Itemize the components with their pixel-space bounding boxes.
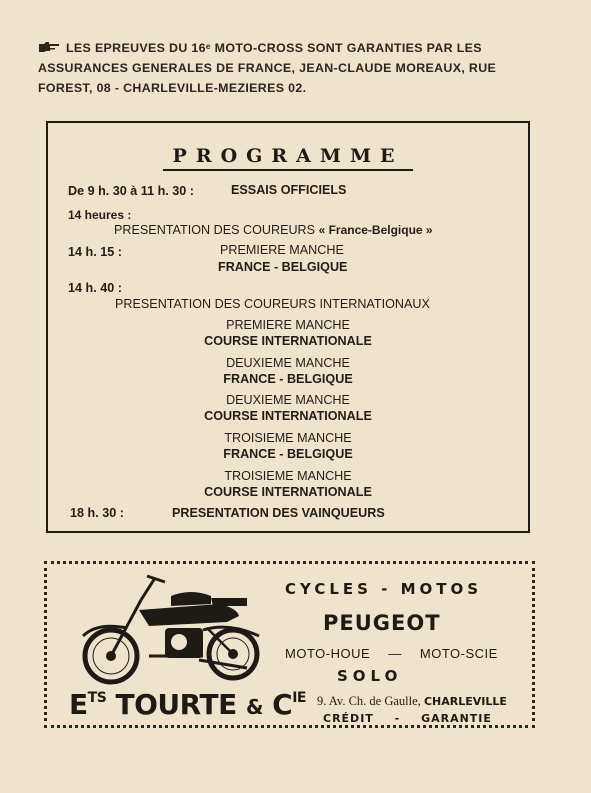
event-label: DEUXIEME MANCHE	[226, 356, 350, 370]
event-label: DEUXIEME MANCHE	[226, 393, 350, 407]
moped-illustration	[79, 570, 269, 690]
ad-brand: PEUGEOT	[323, 611, 441, 635]
event-label: PRESENTATION DES COUREURS INTERNATIONAUX	[115, 297, 430, 311]
event-sub-label: FRANCE - BELGIQUE	[218, 260, 348, 274]
ad-product-solo: SOLO	[337, 667, 403, 685]
ad-separator: —	[388, 646, 402, 661]
time-label: 14 heures :	[68, 208, 132, 222]
event-label: PREMIERE MANCHE	[220, 243, 344, 257]
event-sub-label: COURSE INTERNATIONALE	[204, 409, 372, 423]
ad-products	[285, 646, 498, 661]
intro-notice	[38, 38, 538, 98]
intro-line-1: LES EPREUVES DU 16ᵉ MOTO-CROSS SONT GARANTIES PAR LES	[38, 38, 538, 58]
ad-heading: CYCLES - MOTOS	[285, 580, 483, 598]
event-label: TROISIEME MANCHE	[224, 431, 352, 445]
programme-box	[46, 121, 530, 533]
ad-address: 9. Av. Ch. de Gaulle, CHARLEVILLE	[317, 694, 507, 708]
event-label: PRESENTATION DES COUREURS « France-Belgique »	[114, 223, 433, 237]
event-sub-label: COURSE INTERNATIONALE	[204, 334, 372, 348]
time-label: 14 h. 40 :	[68, 281, 122, 295]
programme-title-rule	[163, 169, 413, 171]
time-label: 18 h. 30 :	[70, 506, 124, 520]
event-sub-label: COURSE INTERNATIONALE	[204, 485, 372, 499]
event-sub-label: FRANCE - BELGIQUE	[223, 447, 353, 461]
programme-title: PROGRAMME	[172, 145, 404, 167]
event-sub-label: FRANCE - BELGIQUE	[223, 372, 353, 386]
pointing-hand-icon	[38, 41, 60, 53]
ad-credit-line: CRÉDIT - GARANTIE	[323, 712, 492, 725]
time-label: 14 h. 15 :	[68, 245, 122, 259]
time-label: De 9 h. 30 à 11 h. 30 :	[68, 184, 195, 198]
event-label: PREMIERE MANCHE	[226, 318, 350, 332]
event-label: PRESENTATION DES VAINQUEURS	[172, 506, 385, 520]
event-label: ESSAIS OFFICIELS	[231, 183, 347, 197]
intro-line-3: FOREST, 08 - CHARLEVILLE-MEZIERES 02.	[38, 81, 307, 95]
advertisement	[44, 561, 535, 728]
event-label: TROISIEME MANCHE	[224, 469, 352, 483]
ad-product: MOTO-SCIE	[419, 646, 498, 661]
intro-line-2: ASSURANCES GENERALES DE FRANCE, JEAN-CLAUDE MOREAUX, RUE	[38, 61, 497, 75]
ad-product: MOTO-HOUE	[285, 646, 371, 661]
ad-company-name: $E^{TS}$ TOURTE & $C^{IE}$	[69, 688, 306, 721]
